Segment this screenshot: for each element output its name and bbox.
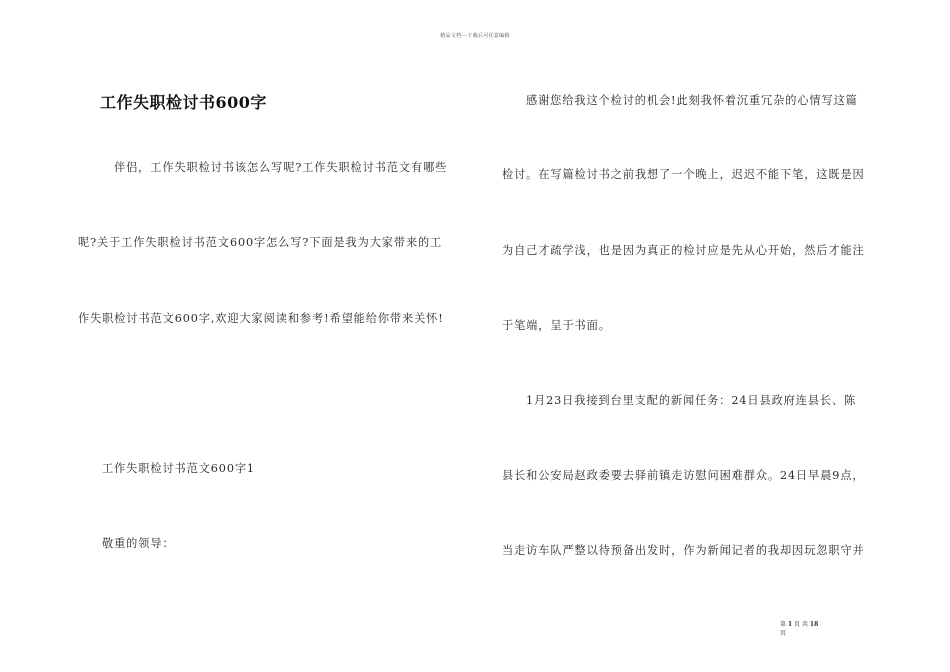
paragraph-line: 检讨。在写篇检讨书之前我想了一个晚上，迟迟不能下笔，这既是因: [502, 168, 865, 181]
page-number: 1: [787, 621, 793, 628]
page-total: 18: [809, 621, 819, 628]
section-heading: 工作失职检讨书范文600字1: [102, 462, 255, 475]
footer-prefix: 第: [780, 621, 787, 628]
paragraph-line: 作失职检讨书范文600字,欢迎大家阅读和参考!希望能给你带来关怀!: [78, 312, 444, 325]
footer-middle: 页 共: [794, 621, 808, 628]
page-footer: [780, 620, 818, 638]
footer-suffix: 页: [780, 630, 787, 637]
document-title: 工作失职检讨书600字: [100, 93, 267, 112]
salutation: 敬重的领导：: [102, 537, 175, 550]
paragraph-line: 县长和公安局赵政委要去驿前镇走访慰问困难群众。24日早晨9点，: [502, 469, 865, 482]
header-note: 精品文档---下载后可任意编辑: [440, 33, 510, 39]
paragraph-line: 伴侣，工作失职检讨书该怎么写呢?工作失职检讨书范文有哪些: [114, 161, 448, 174]
paragraph-line: 为自己才疏学浅，也是因为真正的检讨应是先从心开始，然后才能注: [502, 244, 865, 257]
paragraph-line: 感谢您给我这个检讨的机会!此刻我怀着沉重冗杂的心情写这篇: [526, 94, 858, 107]
paragraph-line: 1月23日我接到台里支配的新闻任务：24日县政府连县长、陈: [526, 394, 857, 407]
paragraph-line: 呢?关于工作失职检讨书范文600字怎么写?下面是我为大家带来的工: [78, 236, 443, 249]
paragraph-line: 当走访车队严整以待预备出发时，作为新闻记者的我却因玩忽职守并: [502, 544, 865, 557]
paragraph-line: 于笔端，呈于书面。: [502, 319, 611, 332]
